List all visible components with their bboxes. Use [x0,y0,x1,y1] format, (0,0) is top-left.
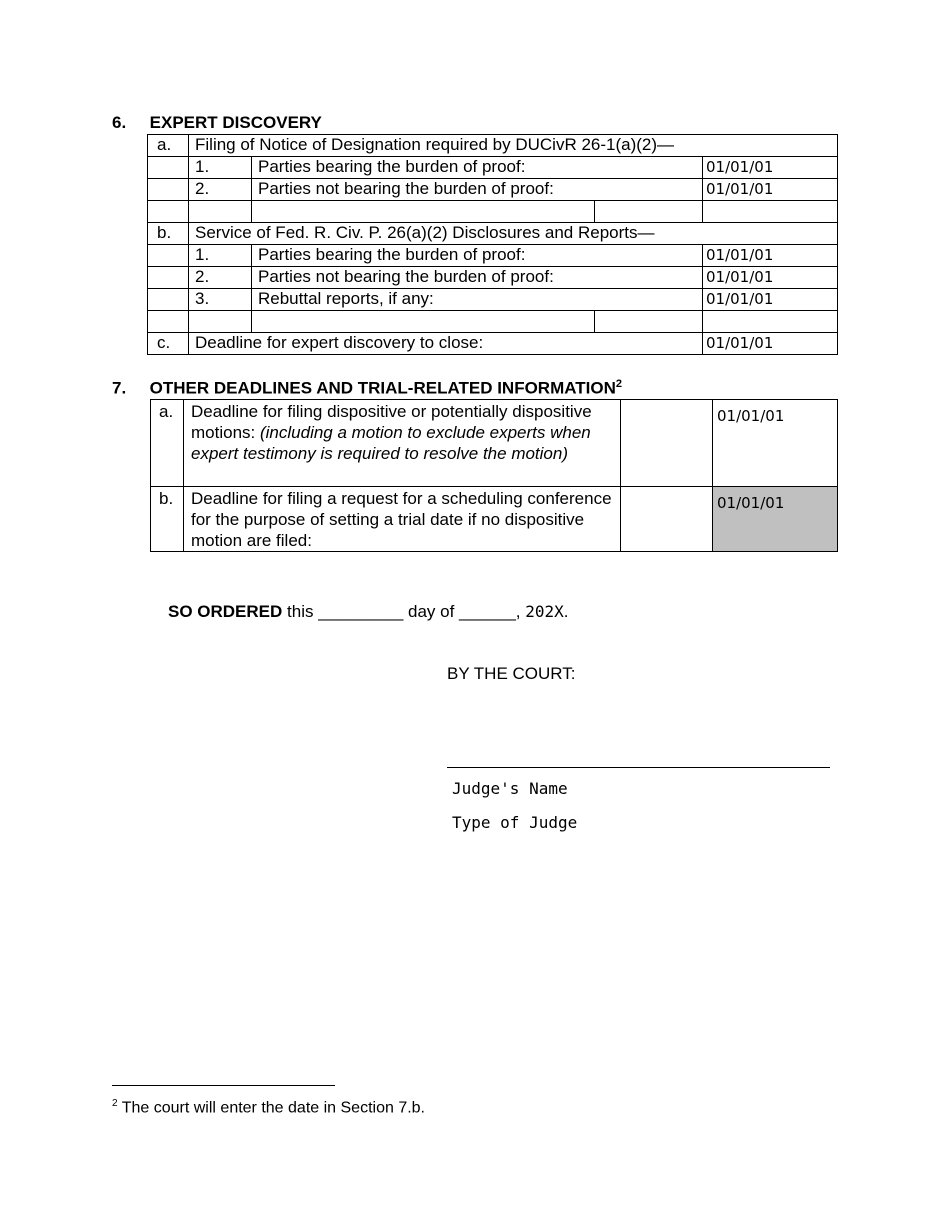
section-7-title: OTHER DEADLINES AND TRIAL-RELATED INFORMATION [149,378,616,398]
row-letter: b. [151,487,184,552]
date-field[interactable]: 01/01/01 [703,289,838,311]
table-row [151,400,838,487]
so-ordered-bold: SO ORDERED [168,602,283,621]
judge-type-field[interactable]: Type of Judge [452,813,578,832]
section-7-heading [112,378,622,399]
date-field-court[interactable]: 01/01/01 [713,487,838,552]
footnote-separator [112,1085,335,1086]
footnote-number: 2 [112,1098,118,1109]
row-text: Deadline for filing dispositive or potentially dispositive motions: (including a motion to exclude experts when expert testimony is required to resolve the motion) [184,400,621,487]
section-6-number: 6. [112,113,127,132]
item-label: Parties bearing the burden of proof: [252,245,703,267]
item-label: Rebuttal reports, if any: [252,289,703,311]
item-label: Parties not bearing the burden of proof: [252,267,703,289]
year-field[interactable]: 202X [525,602,564,621]
table-row [148,223,838,245]
section-6-title: EXPERT DISCOVERY [149,113,322,132]
item-label: Parties bearing the burden of proof: [252,157,703,179]
table-row [148,201,838,223]
footnote-text: The court will enter the date in Section 7.b. [117,1099,425,1117]
item-number: 2. [189,267,252,289]
date-field[interactable]: 01/01/01 [713,400,838,487]
table-row [148,267,838,289]
row-letter: b. [148,223,189,245]
date-field[interactable]: 01/01/01 [703,333,838,355]
row-letter: a. [148,135,189,157]
footnote-ref: 2 [615,378,622,390]
date-field[interactable]: 01/01/01 [703,179,838,201]
so-ordered-period: . [563,602,569,621]
so-ordered-text: this _________ day of ______, [282,602,526,621]
section-7-number: 7. [112,378,127,398]
so-ordered-line [168,602,569,622]
date-field[interactable]: 01/01/01 [703,245,838,267]
row-text: Deadline for expert discovery to close: [189,333,703,355]
section-6-heading [112,113,322,133]
row-letter: a. [151,400,184,487]
date-field[interactable]: 01/01/01 [703,157,838,179]
table-row [148,311,838,333]
row-letter: c. [148,333,189,355]
row-text: Filing of Notice of Designation required by DUCivR 26-1(a)(2)— [189,135,838,157]
item-number: 3. [189,289,252,311]
item-label: Parties not bearing the burden of proof: [252,179,703,201]
table-row [148,245,838,267]
item-number: 1. [189,245,252,267]
other-deadlines-table [150,399,838,552]
item-number: 2. [189,179,252,201]
date-field[interactable]: 01/01/01 [703,267,838,289]
signature-line [447,767,830,768]
table-row [148,179,838,201]
table-row [148,289,838,311]
table-row [148,333,838,355]
expert-discovery-table [147,134,838,355]
row-text-italic: (including a motion to exclude experts when expert testimony is required to resolve the motion) [191,423,591,463]
by-the-court: BY THE COURT: [447,664,576,683]
table-row [148,135,838,157]
item-number: 1. [189,157,252,179]
row-text: Service of Fed. R. Civ. P. 26(a)(2) Disclosures and Reports— [189,223,838,245]
table-row [151,487,838,552]
row-text: Deadline for filing a request for a scheduling conference for the purpose of setting a trial date if no dispositive motion are filed: [184,487,621,552]
judge-name-field[interactable]: Judge's Name [452,779,568,798]
table-row [148,157,838,179]
footnote [112,1098,425,1117]
